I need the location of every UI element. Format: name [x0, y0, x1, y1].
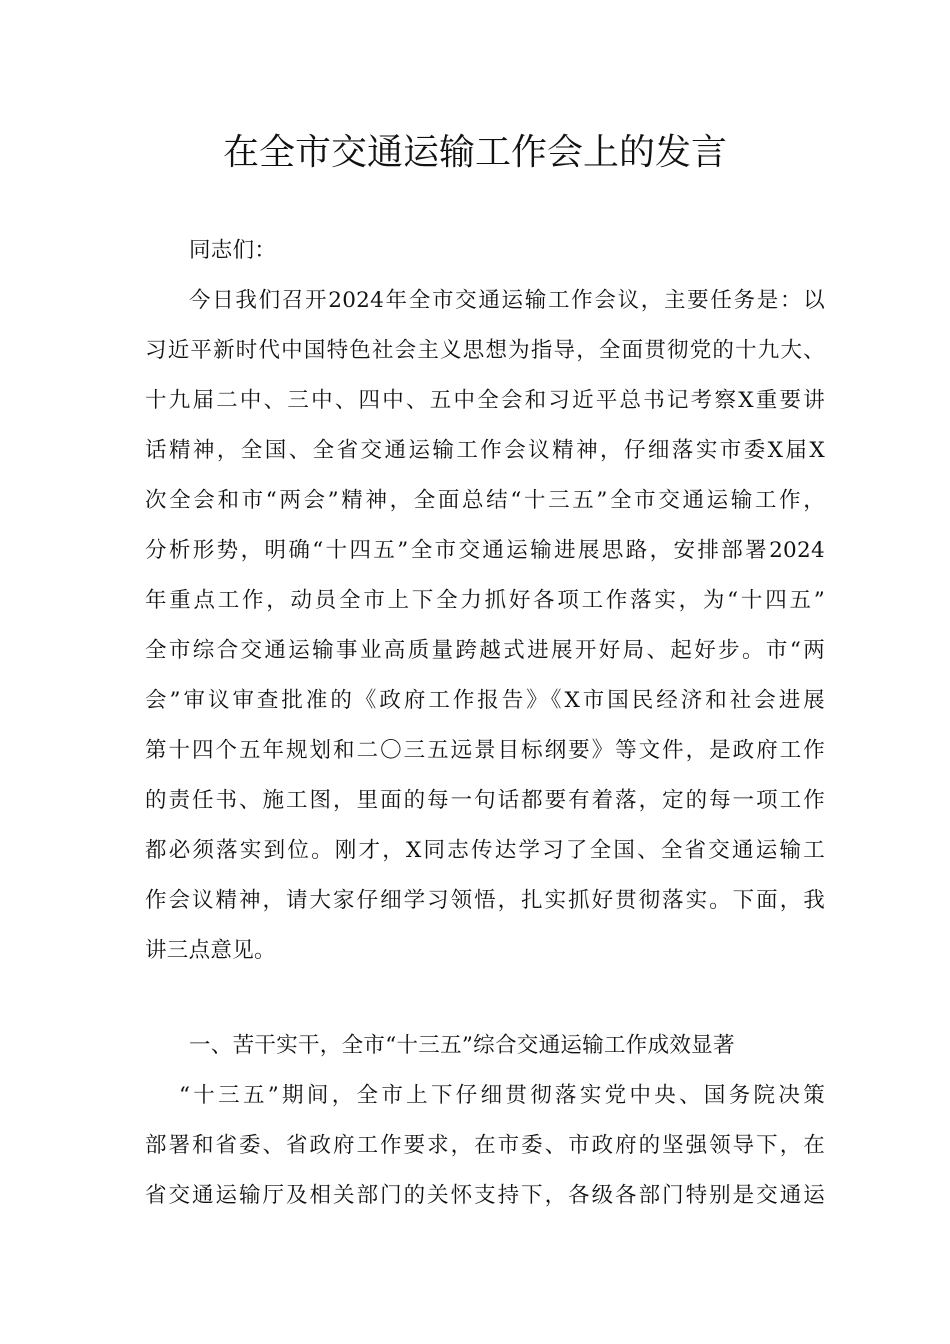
paragraph-line: 全市综合交通运输事业高质量跨越式进展开好局、起好步。市“两 [145, 638, 825, 663]
paragraph-line: 分析形势，明确“十四五”全市交通运输进展思路，安排部署2024 [145, 538, 825, 563]
paragraph-line: 第十四个五年规划和二〇三五远景目标纲要》等文件，是政府工作 [145, 738, 825, 763]
paragraph-line: 年重点工作，动员全市上下全力抓好各项工作落实，为“十四五” [145, 588, 825, 613]
paragraph-line: 次全会和市“两会”精神，全面总结“十三五”全市交通运输工作， [145, 488, 825, 513]
paragraph-line: 话精神，全国、全省交通运输工作会议精神，仔细落实市委X届X [145, 438, 825, 463]
salutation-block [145, 226, 825, 276]
paragraph-line: 十九届二中、三中、四中、五中全会和习近平总书记考察X重要讲 [145, 388, 825, 413]
paragraph-line: 作会议精神，请大家仔细学习领悟，扎实抓好贯彻落实。下面，我 [145, 888, 825, 913]
paragraph-line: 部署和省委、省政府工作要求，在市委、市政府的坚强领导下，在 [145, 1133, 825, 1158]
paragraph-line: 讲三点意见。 [145, 938, 276, 963]
document-title: 在全市交通运输工作会上的发言 [222, 132, 727, 173]
section-1-paragraph [145, 1071, 825, 1221]
paragraph-line: “十三五”期间，全市上下仔细贯彻落实党中央、国务院决策 [179, 1083, 825, 1108]
salutation: 同志们： [189, 238, 277, 263]
paragraph-line: 会”审议审查批准的《政府工作报告》《X市国民经济和社会进展 [145, 688, 825, 713]
paragraph-line: 省交通运输厅及相关部门的关怀支持下，各级各部门特别是交通运 [145, 1183, 825, 1208]
paragraph-line: 都必须落实到位。刚才，X同志传达学习了全国、全省交通运输工 [145, 838, 825, 863]
intro-paragraph [145, 276, 825, 976]
paragraph-line: 习近平新时代中国特色社会主义思想为指导，全面贯彻党的十九大、 [145, 338, 825, 363]
paragraph-line: 的责任书、施工图，里面的每一句话都要有着落，定的每一项工作 [145, 788, 825, 813]
section-1 [145, 1021, 825, 1071]
paragraph-line: 今日我们召开2024年全市交通运输工作会议，主要任务是：以 [189, 288, 825, 313]
section-heading: 一、苦干实干，全市“十三五”综合交通运输工作成效显著 [189, 1033, 735, 1058]
